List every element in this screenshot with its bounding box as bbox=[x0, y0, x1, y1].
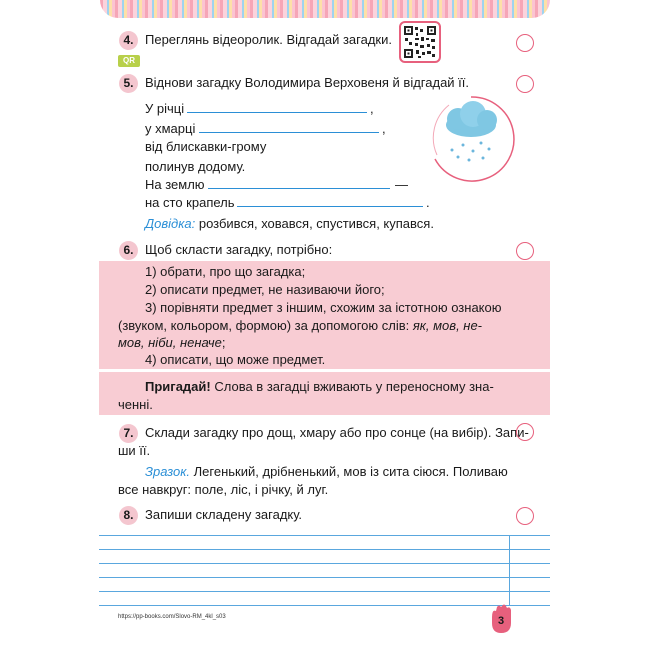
remember-line-2: ченні. bbox=[118, 397, 153, 412]
page-number-badge bbox=[488, 603, 514, 635]
poem-line-3: від блискавки-грому bbox=[145, 139, 267, 154]
remember-line-1 bbox=[145, 378, 494, 396]
writing-line bbox=[99, 535, 550, 536]
cloud-illustration bbox=[425, 93, 517, 185]
decorative-top-band bbox=[100, 0, 550, 18]
step-3-text: (звуком, кольором, формою) за допомогою слів: bbox=[118, 318, 413, 333]
task-7-number: 7. bbox=[119, 424, 138, 443]
remember-label: Пригадай! bbox=[145, 379, 211, 394]
writing-area[interactable] bbox=[99, 535, 550, 605]
poem-line-2-end: , bbox=[382, 121, 386, 136]
task-6-number: 6. bbox=[119, 241, 138, 260]
writing-line bbox=[99, 591, 550, 592]
poem-line-1-end: , bbox=[370, 101, 374, 116]
task-7-text: Склади загадку про дощ, хмару або про сонце (на вибір). Запи- bbox=[145, 425, 529, 440]
task-5-number: 5. bbox=[119, 74, 138, 93]
rain-cloud-icon bbox=[425, 93, 517, 185]
task-7-text-2: ши її. bbox=[118, 443, 151, 458]
task-4-text: Переглянь відеоролик. Відгадай загадки. bbox=[145, 32, 392, 47]
writing-line bbox=[99, 577, 550, 578]
hint-label: Довідка: bbox=[145, 216, 196, 231]
task-6-text: Щоб скласти загадку, потрібно: bbox=[145, 242, 333, 257]
sample-label: Зразок. bbox=[145, 464, 191, 479]
poem-line-6: на сто крапель bbox=[145, 195, 235, 210]
page-number: 3 bbox=[497, 615, 505, 627]
sample-text: Легенький, дрібненький, мов із сита сіюся. Поливаю bbox=[190, 464, 508, 479]
writing-line bbox=[99, 605, 550, 606]
task-8-number: 8. bbox=[119, 506, 138, 525]
step-3-words-cont: мов, ніби, неначе bbox=[118, 335, 222, 350]
step-3-words: як, мов, не- bbox=[412, 318, 483, 333]
answer-circle-6[interactable] bbox=[516, 242, 534, 260]
writing-line bbox=[99, 563, 550, 564]
blank-3[interactable] bbox=[208, 188, 390, 189]
sample-line-1 bbox=[145, 463, 508, 481]
task-8-text: Запиши складену загадку. bbox=[145, 507, 303, 522]
blank-1[interactable] bbox=[187, 112, 367, 113]
hint-text: розбився, ховався, спустився, купався. bbox=[195, 216, 434, 231]
sample-line-2: все навкруг: поле, ліс, і річку, й луг. bbox=[118, 482, 329, 497]
blank-2[interactable] bbox=[199, 132, 379, 133]
step-3-line-1: 3) порівняти предмет з іншим, схожим за істотною ознакою bbox=[145, 300, 502, 315]
answer-circle-4[interactable] bbox=[516, 34, 534, 52]
poem-line-1: У річці bbox=[145, 101, 185, 116]
qr-code[interactable] bbox=[399, 21, 441, 63]
writing-margin-line bbox=[509, 535, 510, 605]
poem-line-6-end: . bbox=[426, 195, 430, 210]
poem-line-4: полинув додому. bbox=[145, 159, 246, 174]
hint-line bbox=[145, 215, 434, 233]
step-3-line-2 bbox=[118, 317, 482, 335]
answer-circle-5[interactable] bbox=[516, 75, 534, 93]
poem-line-5-end: — bbox=[395, 177, 408, 192]
writing-line bbox=[99, 549, 550, 550]
blank-4[interactable] bbox=[237, 206, 423, 207]
remember-text: Слова в загадці вживають у переносному зна- bbox=[210, 379, 494, 394]
answer-circle-7[interactable] bbox=[516, 423, 534, 441]
qr-code-icon bbox=[401, 23, 439, 61]
step-4: 4) описати, що може предмет. bbox=[145, 352, 326, 367]
poem-line-5: На землю bbox=[145, 177, 205, 192]
task-4-number: 4. bbox=[119, 31, 138, 50]
task-5-text: Віднови загадку Володимира Верховеня й відгадай її. bbox=[145, 75, 470, 90]
qr-badge: QR bbox=[118, 55, 140, 67]
step-1: 1) обрати, про що загадка; bbox=[145, 264, 306, 279]
step-3-line-3 bbox=[118, 334, 225, 352]
step-2: 2) описати предмет, не називаючи його; bbox=[145, 282, 385, 297]
step-3-end: ; bbox=[221, 335, 226, 350]
footer-url[interactable]: https://pp-books.com/Slovo-RM_4kl_s03 bbox=[118, 614, 226, 620]
answer-circle-8[interactable] bbox=[516, 507, 534, 525]
poem-line-2: у хмарці bbox=[145, 121, 196, 136]
